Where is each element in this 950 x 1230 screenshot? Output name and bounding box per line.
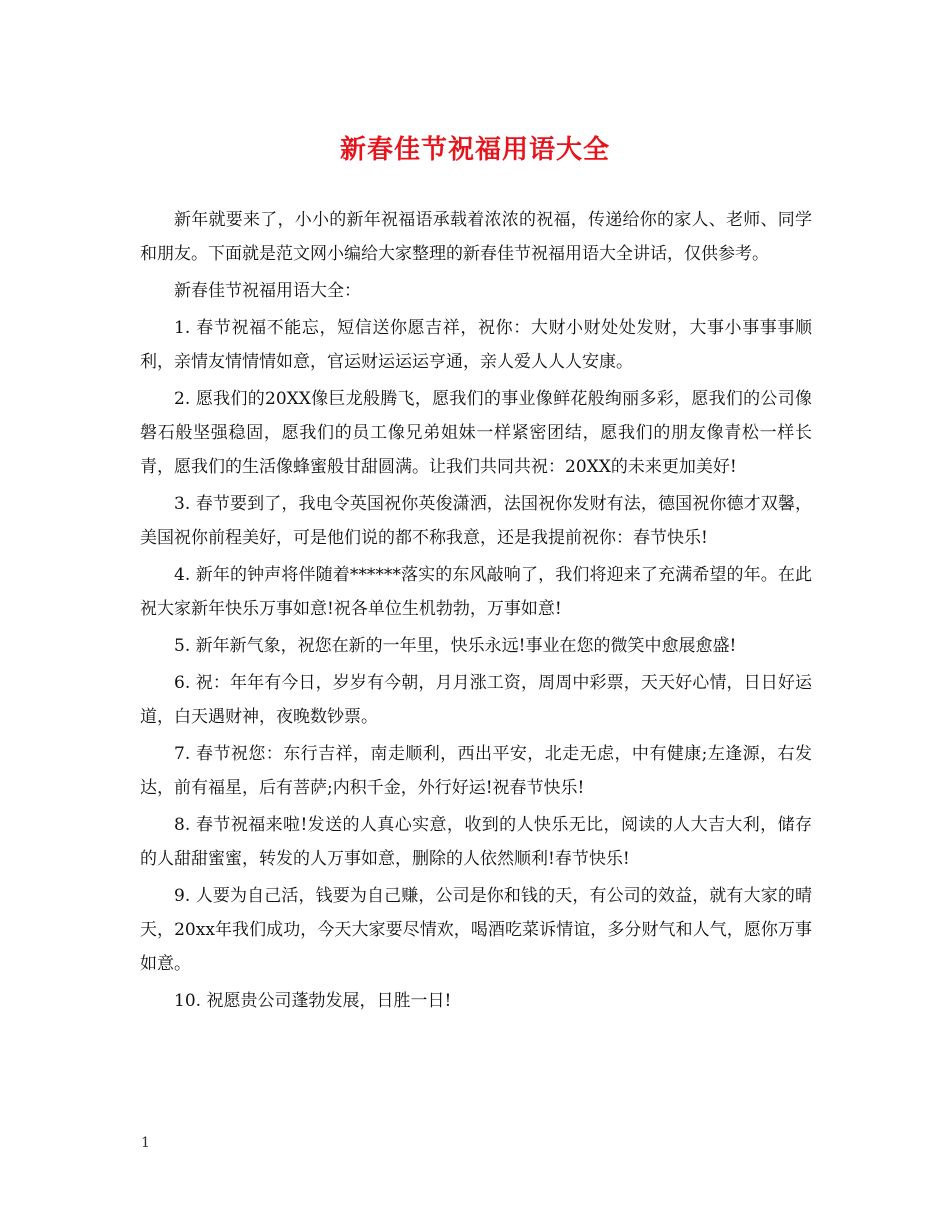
list-item: 2. 愿我们的20XX像巨龙般腾飞，愿我们的事业像鲜花般绚丽多彩，愿我们的公司像磐石般坚强稳固，愿我们的员工像兄弟姐妹一样紧密团结，愿我们的朋友像青松一样长青，愿我们的生活像蜂蜜般甘甜圆满。让我们共同共祝：20XX的未来更加美好! — [140, 389, 812, 477]
page-number: 1 — [141, 1135, 150, 1151]
paragraph-intro: 新年就要来了，小小的新年祝福语承载着浓浓的祝福，传递给你的家人、老师、同学和朋友。下面就是范文网小编给大家整理的新春佳节祝福用语大全讲话，仅供参考。 — [140, 210, 812, 264]
list-item: 3. 春节要到了，我电令英国祝你英俊潇洒，法国祝你发财有法，德国祝你德才双馨，美国祝你前程美好，可是他们说的都不称我意，还是我提前祝你：春节快乐! — [140, 494, 812, 548]
list-item: 6. 祝：年年有今日，岁岁有今朝，月月涨工资，周周中彩票，天天好心情，日日好运道，白天遇财神，夜晚数钞票。 — [140, 673, 812, 727]
document-body — [140, 203, 812, 1021]
list-item: 5. 新年新气象，祝您在新的一年里，快乐永远!事业在您的微笑中愈展愈盛! — [174, 636, 737, 656]
paragraph-heading: 新春佳节祝福用语大全： — [174, 281, 361, 301]
list-item: 4. 新年的钟声将伴随着******落实的东风敲响了，我们将迎来了充满希望的年。在此祝大家新年快乐万事如意!祝各单位生机勃勃，万事如意! — [140, 565, 812, 619]
list-item: 9. 人要为自己活，钱要为自己赚，公司是你和钱的天，有公司的效益，就有大家的晴天，20xx年我们成功，今天大家要尽情欢，喝酒吃菜诉情谊，多分财气和人气，愿你万事如意。 — [140, 886, 812, 974]
list-item: 1. 春节祝福不能忘，短信送你愿吉祥，祝你：大财小财处处发财，大事小事事事顺利，亲情友情情情如意，官运财运运运亨通，亲人爱人人人安康。 — [140, 318, 812, 372]
list-item: 8. 春节祝福来啦!发送的人真心实意，收到的人快乐无比，阅读的人大吉大利，储存的人甜甜蜜蜜，转发的人万事如意，删除的人依然顺利!春节快乐! — [140, 815, 812, 869]
list-item: 7. 春节祝您：东行吉祥，南走顺利，西出平安，北走无虑，中有健康;左逢源，右发达，前有福星，后有菩萨;内积千金，外行好运!祝春节快乐! — [140, 744, 812, 798]
list-item: 10. 祝愿贵公司蓬勃发展，日胜一日! — [174, 991, 452, 1011]
document-title: 新春佳节祝福用语大全 — [339, 135, 610, 165]
